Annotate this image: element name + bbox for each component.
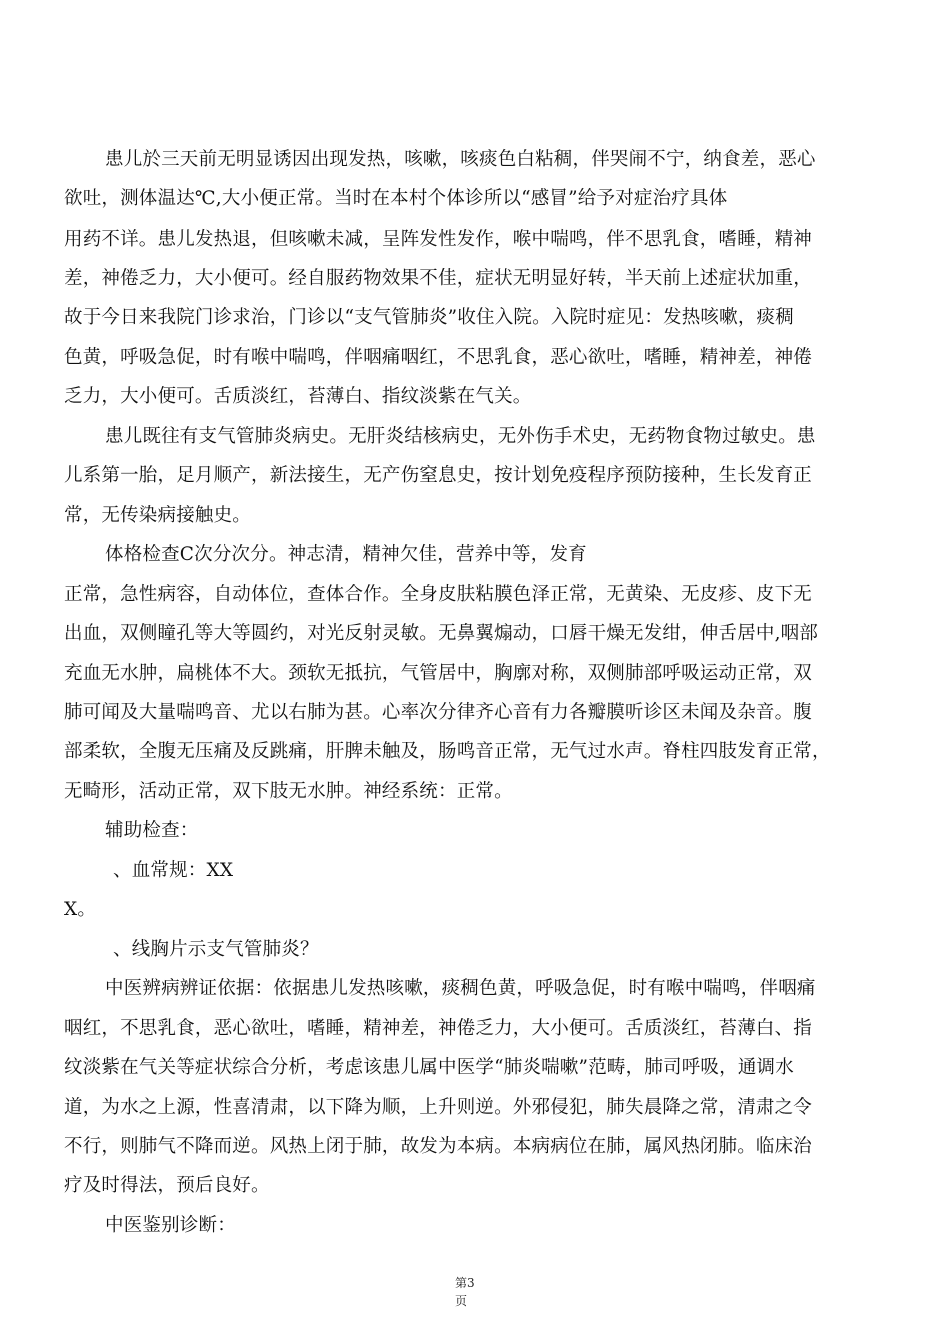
paragraph-line: 无畸形，活动正常，双下肢无水肿。神经系统：正常。 [64, 781, 513, 802]
page-number-line1: 第3 [455, 1276, 475, 1290]
section-heading: 中医鉴别诊断： [105, 1215, 236, 1236]
paragraph-line: 患儿於三天前无明显诱因出现发热，咳嗽，咳痰色白粘稠，伴哭闹不宁，纳食差，恶心 [105, 149, 816, 170]
paragraph-line: 咽红，不思乳食，恶心欲吐，嗜睡，精神差，神倦乏力，大小便可。舌质淡红，苔薄白、指 [64, 1018, 813, 1039]
paragraph-line: 差，神倦乏力，大小便可。经自服药物效果不佳，症状无明显好转，半天前上述症状加重， [64, 268, 813, 289]
paragraph-line: 不行，则肺气不降而逆。风热上闭于肺，故发为本病。本病病位在肺，属风热闭肺。临床治 [64, 1136, 813, 1157]
paragraph-line: 儿系第一胎，足月顺产，新法接生，无产伤窒息史，按计划免疫程序预防接种，生长发育正 [64, 465, 813, 486]
paragraph-line: 肺可闻及大量喘鸣音、尤以右肺为甚。心率次分律齐心音有力各瓣膜听诊区未闻及杂音。腹 [64, 702, 813, 723]
paragraph-line: 道，为水之上源，性喜清肃，以下降为顺，上升则逆。外邪侵犯，肺失晨降之常，清肃之令 [64, 1097, 813, 1118]
paragraph-line: 中医辨病辨证依据：依据患儿发热咳嗽，痰稠色黄，呼吸急促，时有喉中喘鸣，伴咽痛 [105, 978, 816, 999]
paragraph-line: 常，无传染病接触史。 [64, 505, 252, 526]
list-item-continuation: X。 [64, 899, 97, 920]
list-item: 、血常规：XX [113, 860, 234, 881]
paragraph-line: 色黄，呼吸急促，时有喉中喘鸣，伴咽痛咽红，不思乳食，恶心欲吐，嗜睡，精神差，神倦 [64, 347, 813, 368]
paragraph-line: 用药不详。患儿发热退，但咳嗽未减，呈阵发性发作，喉中喘鸣，伴不思乳食，嗜睡，精神 [64, 229, 813, 250]
paragraph-line: 体格检查C次分次分。神志清，精神欠佳，营养中等，发育 [105, 544, 587, 565]
paragraph-line: 乏力，大小便可。舌质淡红，苔薄白、指纹淡紫在气关。 [64, 386, 532, 407]
paragraph-line: 患儿既往有支气管肺炎病史。无肝炎结核病史，无外伤手术史，无药物食物过敏史。患 [105, 426, 816, 447]
paragraph-line: 故于今日来我院门诊求治，门诊以“支气管肺炎”收住入院。入院时症见：发热咳嗽，痰稠 [64, 307, 794, 328]
paragraph-line: 部柔软，全腹无压痛及反跳痛，肝脾未触及，肠鸣音正常，无气过水声。脊柱四肢发育正常， [64, 741, 831, 762]
paragraph-line: 充血无水肿，扁桃体不大。颈软无抵抗，气管居中，胸廓对称，双侧肺部呼吸运动正常，双 [64, 663, 813, 684]
paragraph-line: 纹淡紫在气关等症状综合分析，考虑该患儿属中医学“肺炎喘嗽”范畴，肺司呼吸，通调水 [64, 1057, 794, 1078]
section-heading: 辅助检查： [105, 820, 199, 841]
list-item: 、线胸片示支气管肺炎？ [113, 939, 319, 960]
page-number-line2: 页 [455, 1294, 468, 1308]
paragraph-line: 出血，双侧瞳孔等大等圆约，对光反射灵敏。无鼻翼煽动，口唇干燥无发绀，伸舌居中,咽部 [64, 623, 819, 644]
paragraph-line: 疗及时得法，预后良好。 [64, 1175, 270, 1196]
paragraph-line: 欲吐，测体温达℃,大小便正常。当时在本村个体诊所以“感冒”给予对症治疗具体 [64, 188, 728, 209]
paragraph-line: 正常，急性病容，自动体位，查体合作。全身皮肤粘膜色泽正常，无黄染、无皮疹、皮下无 [64, 584, 813, 605]
